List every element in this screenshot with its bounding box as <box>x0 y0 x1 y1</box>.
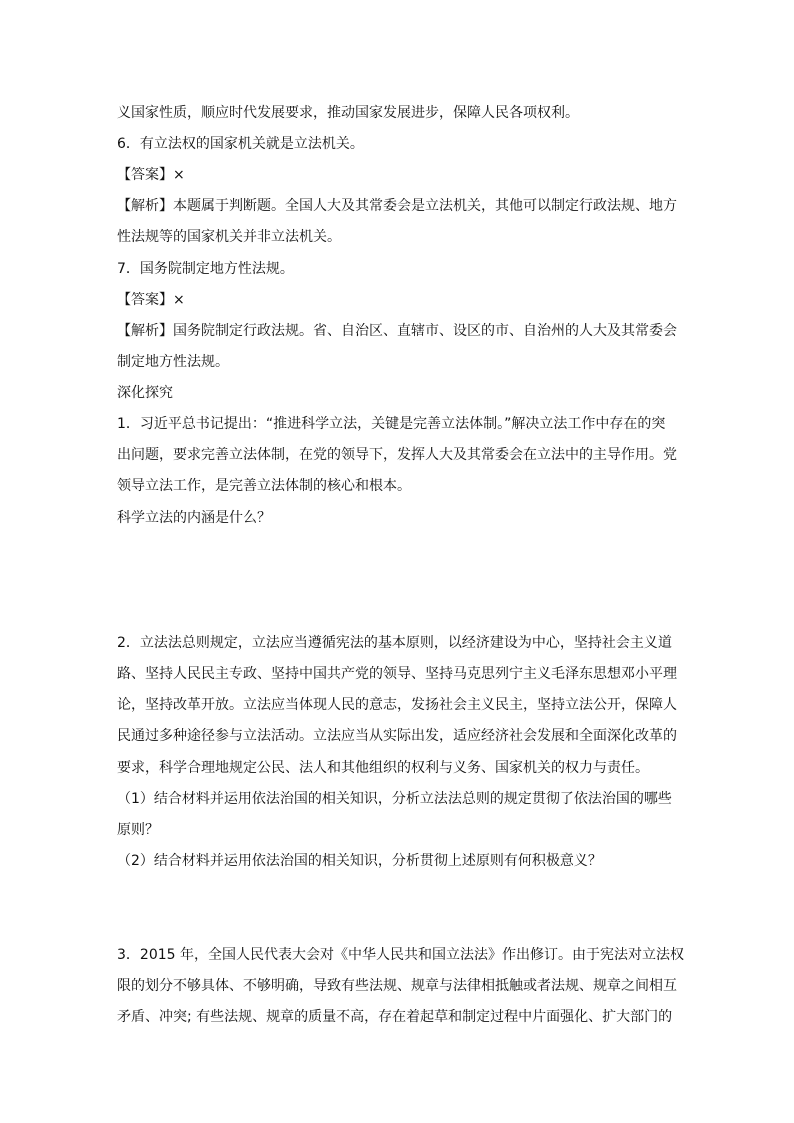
inquiry-3-line: 矛盾、冲突; 有些法规、规章的质量不高，存在着起草和制定过程中片面强化、扩大部门的 <box>117 1009 673 1025</box>
inquiry-1-line: 领导立法工作，是完善立法体制的核心和根本。 <box>117 478 411 494</box>
inquiry-3-line: 限的划分不够具体、不够明确，导致有些法规、规章与法律相抵触或者法规、规章之间相互 <box>117 978 677 994</box>
inquiry-1-line: 出问题，要求完善立法体制，在党的领导下，发挥人大及其常委会在立法中的主导作用。党 <box>117 447 677 463</box>
inquiry-2-line: 论，坚持改革开放。立法应当体现人民的意志，发扬社会主义民主，坚持立法公开，保障人 <box>117 697 677 713</box>
inquiry-1-line: 1．习近平总书记提出：“推进科学立法，关键是完善立法体制。”解决立法工作中存在的突 <box>117 416 666 432</box>
inquiry-2-line: 路、坚持人民民主专政、坚持中国共产党的领导、坚持马克思列宁主义毛泽东思想邓小平理 <box>117 666 677 682</box>
answer-label: 【答案】× <box>117 292 185 308</box>
inquiry-2-line: 民通过多种途径参与立法活动。立法应当从实际出发，适应经济社会发展和全面深化改革的 <box>117 728 677 744</box>
section-heading: 深化探究 <box>117 385 173 401</box>
analysis-line: 制定地方性法规。 <box>117 354 229 370</box>
analysis-line: 性法规等的国家机关并非立法机关。 <box>117 229 341 245</box>
question-6: 6．有立法权的国家机关就是立法机关。 <box>117 136 364 152</box>
inquiry-2-line: 2．立法法总则规定，立法应当遵循宪法的基本原则，以经济建设为中心，坚持社会主义道 <box>117 635 672 651</box>
answer-label: 【答案】× <box>117 167 185 183</box>
text-line: 义国家性质，顺应时代发展要求，推动国家发展进步，保障人民各项权利。 <box>117 105 579 121</box>
inquiry-2-subquestion-1: 原则？ <box>117 822 159 838</box>
analysis-line: 【解析】国务院制定行政法规。省、自治区、直辖市、设区的市、自治州的人大及其常委会 <box>117 323 677 339</box>
inquiry-2-line: 要求，科学合理地规定公民、法人和其他组织的权利与义务、国家机关的权力与责任。 <box>117 760 649 776</box>
inquiry-3-line: 3．2015 年，全国人民代表大会对《中华人民共和国立法法》作出修订。由于宪法对立法权 <box>117 947 684 963</box>
question-7: 7．国务院制定地方性法规。 <box>117 261 294 277</box>
analysis-line: 【解析】本题属于判断题。全国人大及其常委会是立法机关，其他可以制定行政法规、地方 <box>117 198 677 214</box>
inquiry-1-question: 科学立法的内涵是什么？ <box>117 510 271 526</box>
inquiry-2-subquestion-2: （2）结合材料并运用依法治国的相关知识，分析贯彻上述原则有何积极意义？ <box>117 853 602 869</box>
inquiry-2-subquestion-1: （1）结合材料并运用依法治国的相关知识，分析立法法总则的规定贯彻了依法治国的哪些 <box>117 791 672 807</box>
